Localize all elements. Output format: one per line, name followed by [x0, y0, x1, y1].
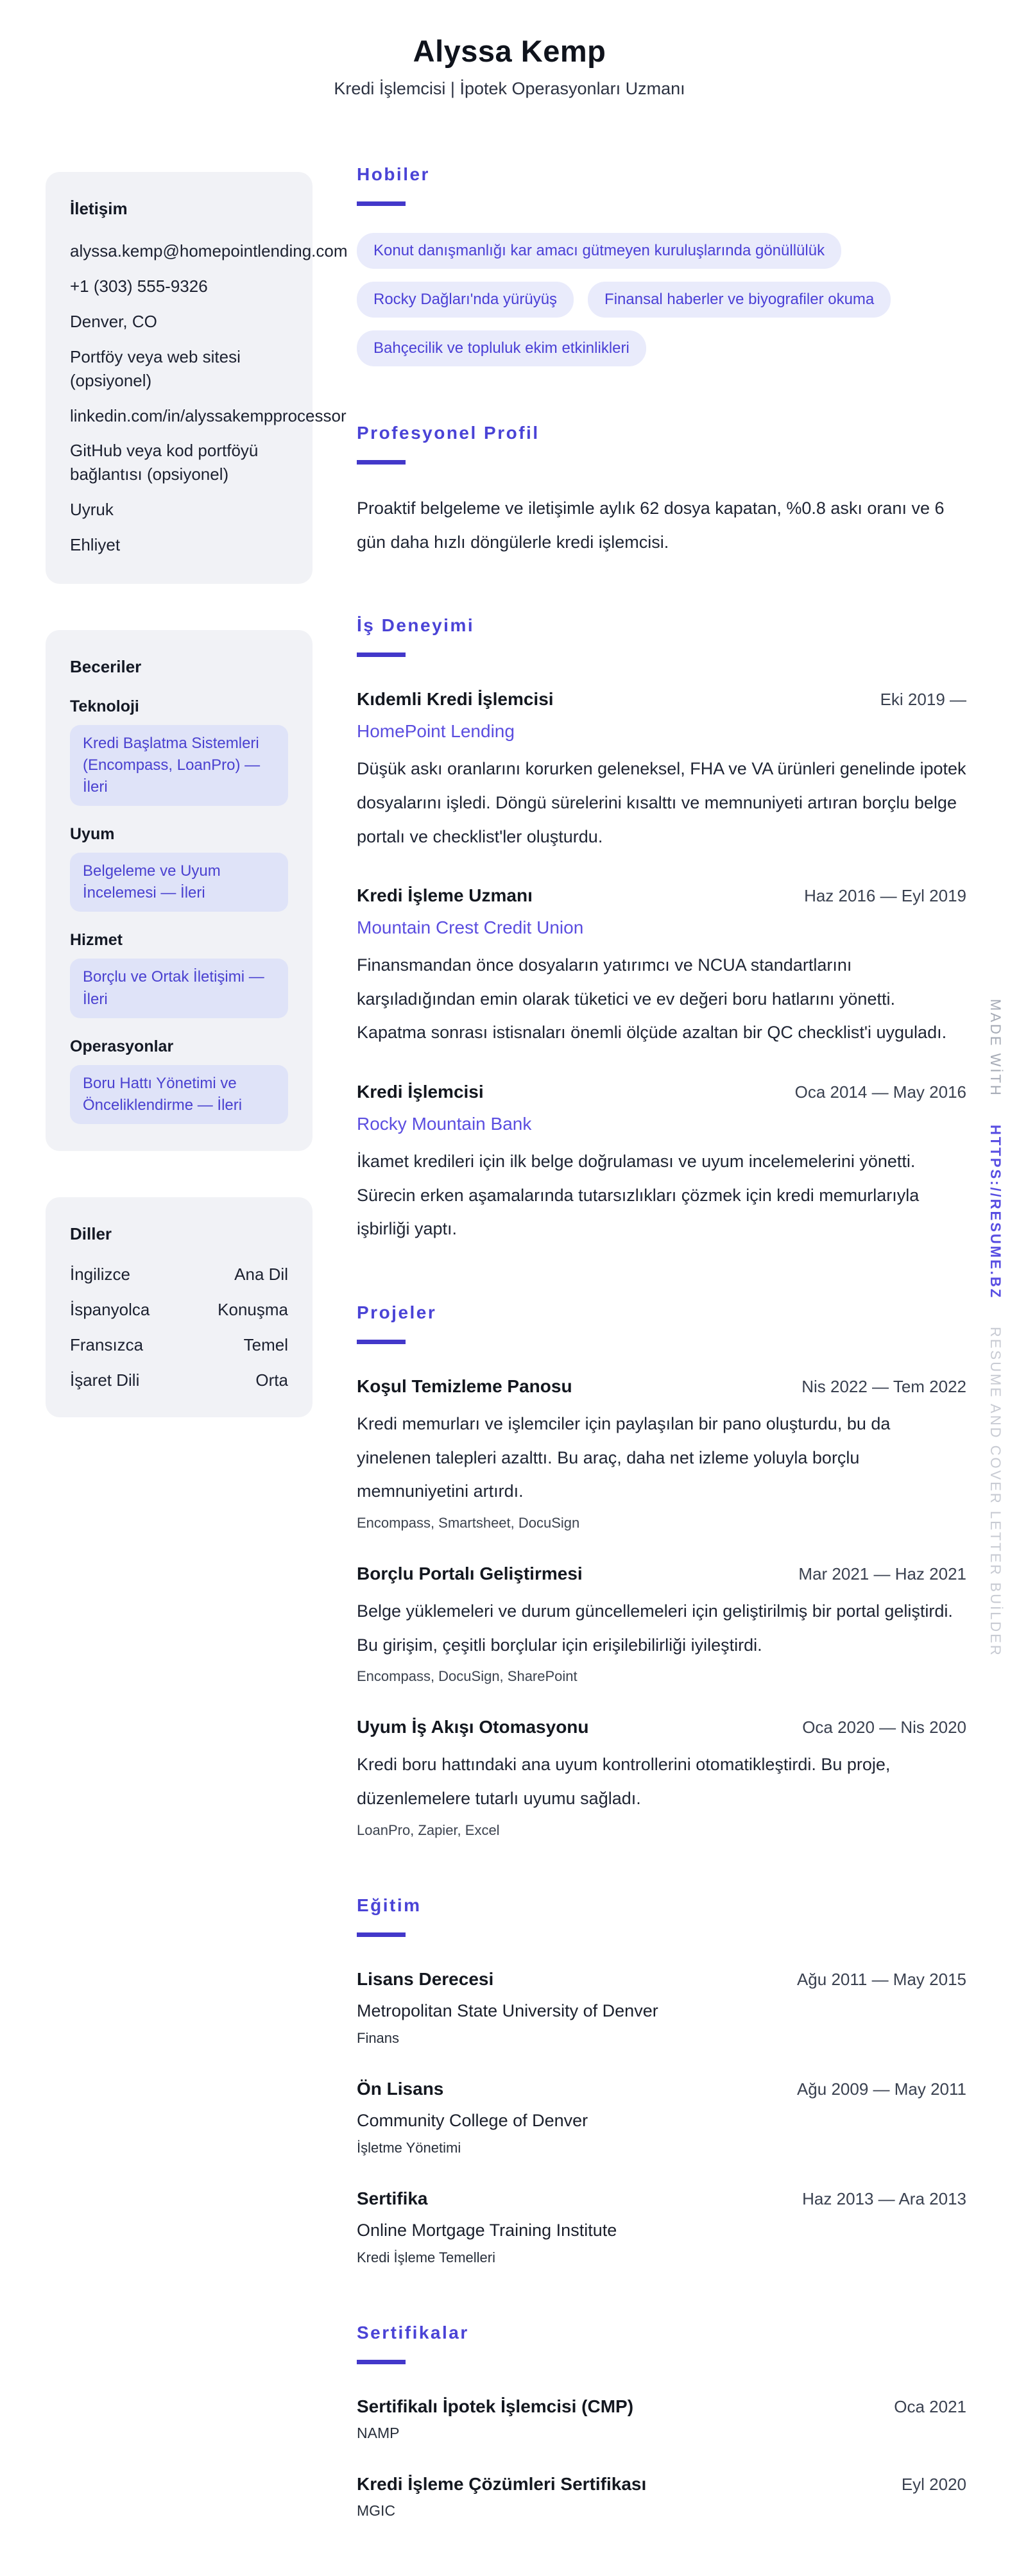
- watermark-link[interactable]: HTTPS://RESUME.BZ: [988, 1125, 1004, 1300]
- hobby-pill: Konut danışmanlığı kar amacı gütmeyen kuruluşlarında gönüllülük: [357, 233, 841, 269]
- job-date: Eki 2019 —: [880, 690, 966, 710]
- section-underline: [357, 653, 406, 657]
- section-profile: [357, 423, 966, 559]
- main-column: [357, 164, 966, 2576]
- education-entry: [357, 2079, 966, 2156]
- contact-title: İletişim: [70, 199, 128, 218]
- project-entry: [357, 1717, 966, 1838]
- hobbies-heading: Hobiler: [357, 164, 430, 184]
- contact-phone: +1 (303) 555-9326: [70, 276, 208, 296]
- contact-license: Ehliyet: [70, 535, 121, 555]
- watermark-builder: RESUME AND COVER LETTER BUİLDER: [988, 1327, 1004, 1658]
- skills-title: Beceriler: [70, 657, 142, 677]
- project-title: Uyum İş Akışı Otomasyonu: [357, 1717, 589, 1737]
- section-underline: [357, 1340, 406, 1344]
- language-row: [70, 1265, 288, 1284]
- watermark-made-with: MADE WİTH: [988, 999, 1004, 1097]
- language-level: Ana Dil: [234, 1264, 288, 1284]
- skills-card: [46, 630, 313, 1151]
- project-date: Oca 2020 — Nis 2020: [802, 1718, 966, 1737]
- section-hobbies: [357, 164, 966, 366]
- job-head: [357, 1082, 966, 1102]
- language-name: İşaret Dili: [70, 1370, 140, 1390]
- project-head: [357, 1717, 966, 1737]
- skill-group-label: Hizmet: [70, 931, 123, 950]
- project-description: Kredi boru hattındaki ana uyum kontrollerini otomatikleştirdi. Bu proje, düzenlemelere tutarlı uyumu sağladı.: [357, 1755, 891, 1808]
- field-of-study: İşletme Yönetimi: [357, 2139, 461, 2156]
- job-date: Oca 2014 — May 2016: [794, 1082, 966, 1102]
- section-certifications: [357, 2323, 966, 2520]
- skill-pill: Belgeleme ve Uyum İncelemesi — İleri: [70, 853, 288, 912]
- profile-heading: Profesyonel Profil: [357, 423, 540, 443]
- skill-group-label: Teknoloji: [70, 697, 139, 716]
- job-entry: [357, 1082, 966, 1246]
- certification-date: Eyl 2020: [901, 2474, 966, 2494]
- education-head: [357, 2079, 966, 2099]
- job-description: İkamet kredileri için ilk belge doğrulaması ve uyum incelemelerini yönetti. Sürecin erken aşamalarında tutarsızlıkları çözmek için kredi memurlarıyla işbirliği yaptı.: [357, 1152, 920, 1239]
- field-of-study: Kredi İşleme Temelleri: [357, 2249, 496, 2265]
- person-name: Alyssa Kemp: [413, 34, 606, 68]
- education-date: Haz 2013 — Ara 2013: [802, 2188, 966, 2208]
- language-name: İngilizce: [70, 1264, 130, 1284]
- education-heading: Eğitim: [357, 1895, 422, 1915]
- field-of-study: Finans: [357, 2029, 400, 2046]
- header: [0, 0, 1019, 99]
- section-underline: [357, 1932, 406, 1937]
- school-name: Online Mortgage Training Institute: [357, 2220, 617, 2240]
- job-entry: [357, 689, 966, 853]
- certifications-heading: Sertifikalar: [357, 2322, 469, 2342]
- education-date: Ağu 2011 — May 2015: [796, 1969, 966, 1989]
- skill-group-label: Operasyonlar: [70, 1037, 174, 1055]
- language-name: Fransızca: [70, 1335, 144, 1354]
- degree-title: Ön Lisans: [357, 2078, 444, 2099]
- job-company: Mountain Crest Credit Union: [357, 917, 584, 938]
- contact-linkedin[interactable]: linkedin.com/in/alyssakempprocessor: [70, 405, 347, 425]
- job-title: Kredi İşlemcisi: [357, 1082, 484, 1102]
- language-level: Konuşma: [218, 1299, 288, 1319]
- job-company: HomePoint Lending: [357, 721, 515, 742]
- certification-entry: [357, 2474, 966, 2520]
- contact-card: [46, 172, 348, 584]
- certification-date: Oca 2021: [894, 2396, 966, 2416]
- skill-pill: Boru Hattı Yönetimi ve Önceliklendirme — İleri: [70, 1065, 288, 1124]
- project-head: [357, 1376, 966, 1397]
- section-underline: [357, 201, 406, 206]
- job-head: [357, 885, 966, 906]
- section-experience: [357, 615, 966, 1246]
- job-company: Rocky Mountain Bank: [357, 1114, 532, 1134]
- project-head: [357, 1564, 966, 1584]
- project-title: Koşul Temizleme Panosu: [357, 1376, 572, 1397]
- job-title: Kıdemli Kredi İşlemcisi: [357, 689, 554, 710]
- project-entry: [357, 1376, 966, 1531]
- certification-org: MGIC: [357, 2502, 396, 2519]
- projects-heading: Projeler: [357, 1302, 437, 1323]
- hobby-pill: Rocky Dağları'nda yürüyüş: [357, 282, 574, 318]
- education-entry: [357, 2188, 966, 2266]
- section-projects: [357, 1302, 966, 1838]
- certification-title: Kredi İşleme Çözümleri Sertifikası: [357, 2473, 647, 2494]
- education-head: [357, 1969, 966, 1990]
- section-education: [357, 1895, 966, 2266]
- languages-card: [46, 1197, 313, 1417]
- project-tools: LoanPro, Zapier, Excel: [357, 1821, 500, 1838]
- hobby-pill: Finansal haberler ve biyografiler okuma: [588, 282, 891, 318]
- job-entry: [357, 885, 966, 1050]
- section-underline: [357, 460, 406, 465]
- project-description: Kredi memurları ve işlemciler için paylaşılan bir pano oluşturdu, bu da yinelenen talepleri azalttı. Bu araç, daha net izleme yoluyla borçlu memnuniyetini artırdı.: [357, 1414, 891, 1501]
- language-row: [70, 1370, 288, 1390]
- job-description: Düşük askı oranlarını korurken geleneksel, FHA ve VA ürünleri genelinde ipotek dosyalarını işledi. Döngü sürelerini kısalttı ve memnuniyeti artıran borçlu belge portalı ve checklist'ler oluşturdu.: [357, 759, 966, 846]
- project-date: Nis 2022 — Tem 2022: [801, 1377, 966, 1397]
- person-title: Kredi İşlemcisi | İpotek Operasyonları Uzmanı: [334, 79, 685, 98]
- degree-title: Sertifika: [357, 2188, 428, 2208]
- certification-org: NAMP: [357, 2424, 400, 2441]
- job-date: Haz 2016 — Eyl 2019: [804, 886, 966, 906]
- language-row: [70, 1335, 288, 1355]
- language-level: Temel: [243, 1335, 288, 1354]
- project-tools: Encompass, DocuSign, SharePoint: [357, 1668, 578, 1685]
- sidebar: [46, 172, 348, 1463]
- contact-website: Portföy veya web sitesi (opsiyonel): [70, 346, 241, 390]
- school-name: Metropolitan State University of Denver: [357, 2000, 658, 2020]
- language-level: Orta: [255, 1370, 288, 1390]
- school-name: Community College of Denver: [357, 2110, 588, 2130]
- education-head: [357, 2188, 966, 2209]
- contact-github: GitHub veya kod portföyü bağlantısı (opsiyonel): [70, 441, 259, 484]
- language-row: [70, 1300, 288, 1320]
- skill-pill: Kredi Başlatma Sistemleri (Encompass, LoanPro) — İleri: [70, 725, 288, 806]
- job-head: [357, 689, 966, 710]
- profile-summary: Proaktif belgeleme ve iletişimle aylık 62 dosya kapatan, %0.8 askı oranı ve 6 gün daha hızlı döngülerle kredi işlemcisi.: [357, 499, 945, 552]
- project-date: Mar 2021 — Haz 2021: [798, 1564, 966, 1583]
- project-title: Borçlu Portalı Geliştirmesi: [357, 1563, 583, 1583]
- education-entry: [357, 1969, 966, 2047]
- watermark: [987, 999, 1004, 1657]
- language-name: İspanyolca: [70, 1299, 150, 1319]
- certification-entry: [357, 2396, 966, 2442]
- skill-group-label: Uyum: [70, 825, 115, 844]
- experience-heading: İş Deneyimi: [357, 615, 475, 636]
- education-date: Ağu 2009 — May 2011: [796, 2079, 966, 2099]
- degree-title: Lisans Derecesi: [357, 1968, 494, 1989]
- certification-head: [357, 2474, 966, 2495]
- hobby-pill: Bahçecilik ve topluluk ekim etkinlikleri: [357, 330, 646, 366]
- hobby-pills: [357, 233, 966, 366]
- certification-head: [357, 2396, 966, 2417]
- job-description: Finansmandan önce dosyaların yatırımcı ve NCUA standartlarını karşıladığından emin olarak tüketici ve ev değeri boru hatlarını yönetti. Kapatma sonrası istisnaları önemli ölçüde azaltan bir QC checklist'i uyguladı.: [357, 955, 947, 1043]
- contact-email[interactable]: alyssa.kemp@homepointlending.com: [70, 241, 348, 260]
- certification-title: Sertifikalı İpotek İşlemcisi (CMP): [357, 2396, 634, 2416]
- skill-pill: Borçlu ve Ortak İletişimi — İleri: [70, 959, 288, 1018]
- job-title: Kredi İşleme Uzmanı: [357, 885, 533, 906]
- section-underline: [357, 2360, 406, 2364]
- contact-nationality: Uyruk: [70, 500, 114, 520]
- project-tools: Encompass, Smartsheet, DocuSign: [357, 1514, 580, 1531]
- project-entry: [357, 1564, 966, 1685]
- contact-location: Denver, CO: [70, 311, 157, 331]
- project-description: Belge yüklemeleri ve durum güncellemeleri için geliştirilmiş bir portal geliştirdi. Bu girişim, çeşitli borçlular için erişilebilirliği iyileştirdi.: [357, 1601, 953, 1655]
- languages-title: Diller: [70, 1224, 112, 1243]
